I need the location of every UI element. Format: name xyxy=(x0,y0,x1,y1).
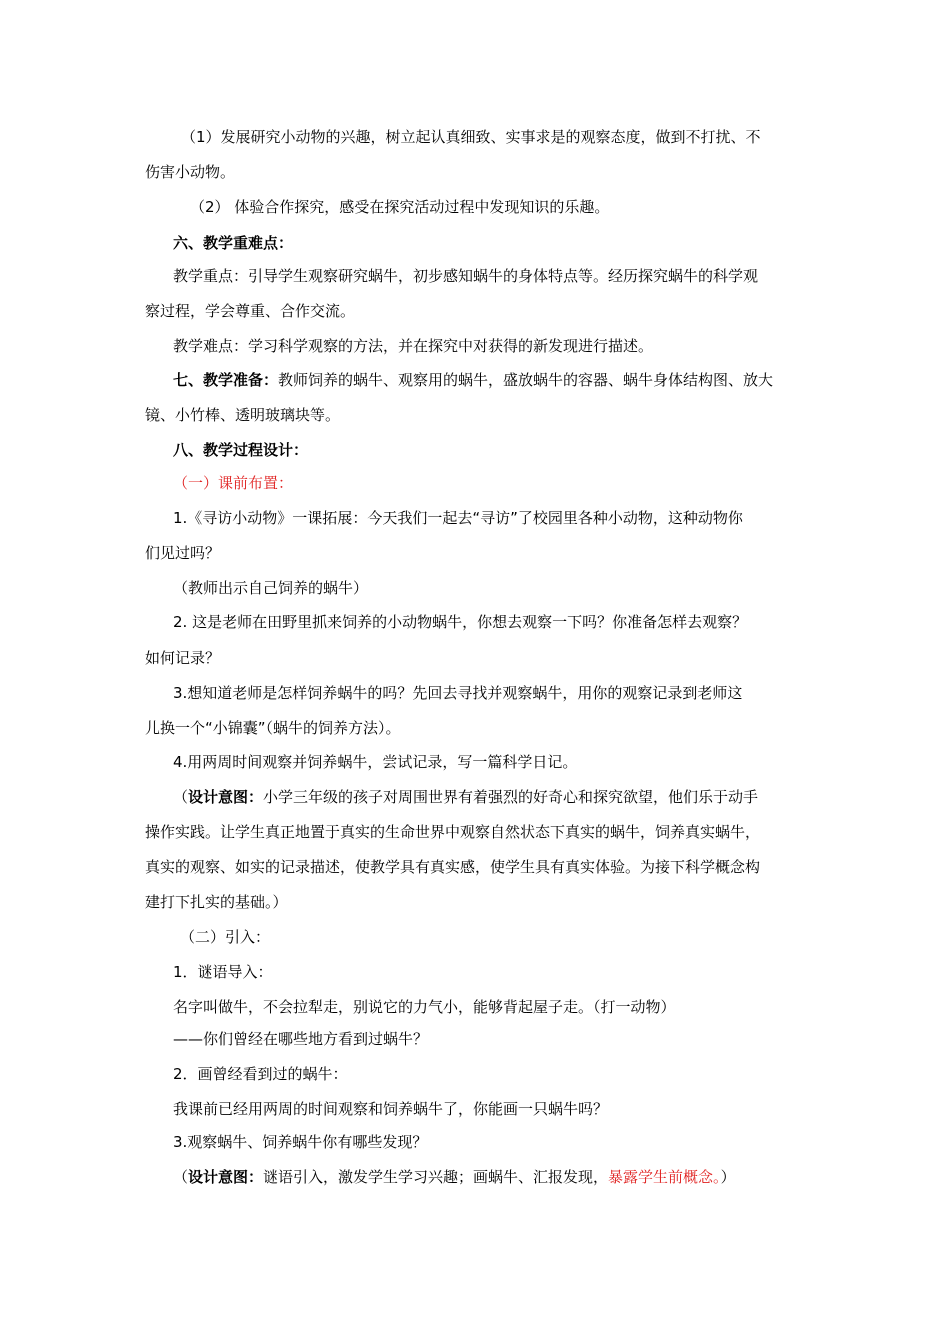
item-3-line-1: 3.想知道老师是怎样饲养蜗牛的吗？先回去寻找并观察蜗牛，用你的观察记录到老师这 xyxy=(173,684,743,702)
section-8-heading: 八、教学过程设计： xyxy=(173,441,309,459)
item-1-line-2: 们见过吗？ xyxy=(145,544,221,562)
design-intent-1-open: （ xyxy=(173,788,189,806)
riddle-heading: 1．谜语导入： xyxy=(173,963,273,981)
section-7-heading: 七、教学准备： xyxy=(173,371,279,389)
part-2-heading: （二）引入： xyxy=(180,928,271,946)
design-intent-2-text: 谜语引入，激发学生学习兴趣；画蜗牛、汇报发现， xyxy=(263,1168,609,1186)
draw-text: 我课前已经用两周的时间观察和饲养蜗牛了，你能画一只蜗牛吗？ xyxy=(173,1100,609,1118)
design-intent-1-line-2: 操作实践。让学生真正地置于真实的生命世界中观察自然状态下真实的蜗牛，饲养真实蜗牛， xyxy=(145,823,761,841)
goal-1-line-2: 伤害小动物。 xyxy=(145,163,236,181)
item-1-line-1: 1.《寻访小动物》一课拓展：今天我们一起去“寻访”了校园里各种小动物，这种动物你 xyxy=(173,509,743,527)
design-intent-1-label: 设计意图： xyxy=(188,788,264,806)
teaching-key-line-2: 察过程，学会尊重、合作交流。 xyxy=(145,302,356,320)
item-4: 4.用两周时间观察并饲养蜗牛，尝试记录，写一篇科学日记。 xyxy=(173,753,578,771)
design-intent-1-text: 小学三年级的孩子对周围世界有着强烈的好奇心和探究欲望，他们乐于动手 xyxy=(263,788,759,806)
section-6-heading: 六、教学重难点： xyxy=(173,234,294,252)
riddle-question: ——你们曾经在哪些地方看到过蜗牛？ xyxy=(173,1030,429,1048)
design-intent-1-line-1 xyxy=(0,787,950,807)
design-intent-2 xyxy=(0,1167,950,1187)
section-7-text: 教师饲养的蜗牛、观察用的蜗牛，盛放蜗牛的容器、蜗牛身体结构图、放大 xyxy=(278,371,774,389)
draw-heading: 2．画曾经看到过的蜗牛： xyxy=(173,1065,348,1083)
item-3-line-2: 儿换一个“小锦囊”（蜗牛的饲养方法）。 xyxy=(145,719,401,737)
goal-2: （2） 体验合作探究，感受在探究活动过程中发现知识的乐趣。 xyxy=(190,198,610,216)
goal-1-line-1: （1）发展研究小动物的兴趣，树立起认真细致、实事求是的观察态度，做到不打扰、不 xyxy=(181,128,761,146)
design-intent-2-close: ） xyxy=(720,1168,736,1186)
design-intent-2-highlight: 暴露学生前概念。 xyxy=(608,1168,721,1186)
riddle-text: 名字叫做牛，不会拉犁走，别说它的力气小，能够背起屋子走。（打一动物） xyxy=(173,998,676,1016)
part-1-heading: （一）课前布置： xyxy=(173,474,294,492)
design-intent-1-line-4: 建打下扎实的基础。） xyxy=(145,893,288,911)
design-intent-2-open: （ xyxy=(173,1168,189,1186)
design-intent-2-label: 设计意图： xyxy=(188,1168,264,1186)
item-2-line-1: 2. 这是老师在田野里抓来饲养的小动物蜗牛，你想去观察一下吗？你准备怎样去观察？ xyxy=(173,613,748,631)
teaching-difficulty: 教学难点：学习科学观察的方法，并在探究中对获得的新发现进行描述。 xyxy=(173,337,654,355)
section-7-line-1 xyxy=(0,370,950,390)
teaching-key-line-1: 教学重点：引导学生观察研究蜗牛，初步感知蜗牛的身体特点等。经历探究蜗牛的科学观 xyxy=(173,267,759,285)
item-1-note: （教师出示自己饲养的蜗牛） xyxy=(173,579,369,597)
discoveries-question: 3.观察蜗牛、饲养蜗牛你有哪些发现？ xyxy=(173,1133,428,1151)
design-intent-1-line-3: 真实的观察、如实的记录描述，使教学具有真实感，使学生具有真实体验。为接下科学概念构 xyxy=(145,858,761,876)
item-2-line-2: 如何记录？ xyxy=(145,649,221,667)
section-7-line-2: 镜、小竹棒、透明玻璃块等。 xyxy=(145,406,341,424)
